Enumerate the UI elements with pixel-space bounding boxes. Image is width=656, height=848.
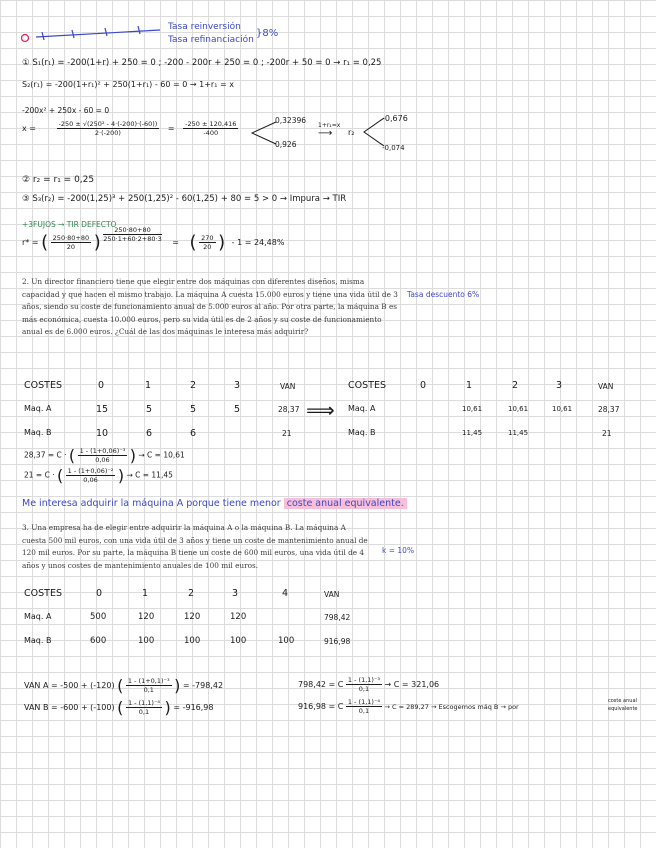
t3-header-costes: COSTES	[24, 588, 62, 599]
annuity-c-a-rhs: → C = 321,06	[384, 680, 440, 689]
reinvest-rate-label: Tasa reinversión	[168, 22, 241, 32]
t2-row-a-2: 10,61	[508, 405, 529, 413]
timeline-svg	[20, 24, 170, 44]
t1-row-a-van: 28,37	[278, 405, 300, 414]
t2-row-b-van: 21	[602, 429, 612, 438]
t3-row-a-van: 798,42	[324, 613, 351, 622]
step-2-equation: S₂(r₁) = -200(1+r₁)² + 250(1+r₁) - 60 = 0 → 1+r₁ = x	[22, 80, 234, 89]
timeline-tick-4	[138, 26, 140, 34]
annuity-b-den: 0,06	[83, 476, 98, 484]
t2-row-a-3: 10,61	[552, 405, 573, 413]
t3-row-b-2: 100	[184, 636, 201, 646]
van-a-fraction	[126, 677, 172, 694]
root-2: 0,926	[275, 140, 297, 149]
equivalent-cost-note-2: equivalente	[608, 706, 638, 712]
t2-row-a-1: 10,61	[462, 405, 483, 413]
result-2: -0,074	[382, 144, 405, 152]
equivalent-cost-note-1: coste anual	[608, 698, 637, 704]
t3-header-3: 3	[232, 588, 239, 599]
annuity-a-fraction	[78, 447, 128, 464]
problem-2-text: 2. Un director financiero tiene que elegir entre dos máquinas con diferentes diseños, misma capacidad y que hacen el mismo trabajo. La máquina A cuesta 15.000 euros y tiene una vida útil de 3 años, siendo su coste de funcionamiento anual de 5.000 euros al año. Por otra parte, la máquina B es más económica, cuesta 10.000 euros, pero su vida útil es de 2 años y su coste de funcionamiento anual es de 6.000 euros. ¿Cuál de las dos máquinas le interesa más adquirir?	[22, 277, 398, 337]
van-a-calc: VAN A = -500 + (-120) ( $\frac{\text{1 - (1+0,1)⁻³}}{0,1}$ ) = -798,42	[24, 676, 224, 695]
t1-header-3: 3	[234, 380, 241, 391]
rstar-formula: r* = ( $\frac{250\cdot 80+80}{20}$ ) $\frac{250\cdot 80+80}{250\cdot 1+60\cdot 2+80\cdot 3}$ = ( $\frac{270}{20}$ ) - 1 = 24,48%	[22, 226, 285, 253]
quadratic-den: 2·(-200)	[94, 129, 121, 137]
refinance-rate-label: Tasa refinanciación	[168, 35, 254, 45]
rstar-frac-c	[199, 234, 215, 251]
t1-row-b-label: Maq. B	[24, 428, 52, 437]
t2-row-a-van: 28,37	[598, 405, 620, 414]
van-b-fraction	[126, 699, 162, 716]
annuity-b-num: 1 - (1+0,06)⁻²	[67, 467, 114, 475]
problem-2-rate-note: Tasa descuento 6%	[407, 290, 480, 299]
van-b-calc: VAN B = -600 + (-100) ( $\frac{\text{1 - (1,1)⁻⁴}}{0,1}$ ) = -916,98	[24, 698, 214, 717]
timeline-tick-3	[105, 28, 107, 36]
t3-row-b-3: 100	[230, 636, 247, 646]
t2-row-b-2: 11,45	[508, 429, 529, 437]
annuity-calc-a: 28,37 = C · ( $\frac{\text{1 - (1+0,06)⁻³}}{0,06}$ ) → C = 10,61	[24, 446, 185, 465]
step-5-equation: ③ S₃(r₂) = -200(1,25)³ + 250(1,25)² - 60(1,25) + 80 = 5 > 0 → Impura → TIR	[22, 194, 347, 204]
t3-row-b-0: 600	[90, 636, 107, 646]
conclusion-line	[22, 498, 407, 509]
annuity-a-lhs: 28,37 = C ·	[24, 450, 67, 460]
van-a-rhs: = -798,42	[182, 681, 224, 690]
t3-row-a-3: 120	[230, 612, 247, 622]
van-b-lhs: VAN B = -600 + (-100)	[24, 703, 115, 712]
substitution-arrow: ⟶	[318, 128, 333, 139]
t1-header-costes: COSTES	[24, 380, 62, 391]
step-3-equation: -200x² + 250x - 60 = 0	[22, 106, 110, 115]
t1-row-a-1: 5	[146, 404, 153, 415]
rstar-tail: - 1 = 24,48%	[231, 238, 285, 247]
rstar-frac-a	[51, 234, 91, 251]
timeline-tick-2	[72, 30, 74, 38]
van-a-num: 1 - (1+0,1)⁻³	[127, 677, 170, 685]
annuity-c-b-den: 0,1	[358, 707, 370, 715]
rstar-lhs: r* =	[22, 238, 39, 247]
van-b-rhs: = -916,98	[173, 703, 214, 712]
annuity-c-a	[298, 676, 439, 693]
annuity-c-b-lhs: 916,98 = C	[298, 702, 344, 711]
van-a-lhs: VAN A = -500 + (-120)	[24, 681, 115, 690]
annuity-a-den: 0,06	[95, 456, 110, 464]
root-branch-svg	[248, 118, 278, 148]
annuity-c-b-fraction	[346, 698, 382, 715]
timeline-axis	[36, 30, 160, 37]
t2-header-2: 2	[512, 380, 519, 391]
t2-row-a-label: Maq. A	[348, 404, 376, 413]
annuity-c-b	[298, 698, 519, 715]
t3-row-b-1: 100	[138, 636, 155, 646]
annuity-c-b-num: 1 - (1,1)⁻⁴	[347, 698, 380, 706]
annuity-c-a-den: 0,1	[358, 685, 370, 693]
step-1-equation: ① S₁(r₁) = -200(1+r) + 250 = 0 ; -200 - 200r + 250 = 0 ; -200r + 50 = 0 → r₁ = 0,25	[22, 58, 382, 68]
t3-row-b-van: 916,98	[324, 637, 351, 646]
t2-header-3: 3	[556, 380, 563, 391]
timeline-sketch	[20, 24, 170, 44]
t1-row-a-3: 5	[234, 404, 241, 415]
t3-header-van: VAN	[324, 590, 340, 599]
van-b-den: 0,1	[138, 708, 150, 716]
problem-3-text: 3. Una empresa ha de elegir entre adquirir la máquina A o la máquina B. La máquina A cuesta 500 mil euros, con una vida útil de 3 años y tiene un coste de mantenimiento anual de 120 mil euros. Por su parte, la máquina B tiene un coste de 600 mil euros, una vida útil de 4 años y unos costes de mantenimiento anuales de 100 mil euros.	[22, 523, 368, 570]
substitution-arrow-label: 1+r₁=x	[318, 122, 341, 129]
rstar-frac-c-den: 20	[203, 243, 212, 251]
t3-header-1: 1	[142, 588, 149, 599]
rstar-frac-b-den: 250·1+60·2+80·3	[103, 235, 162, 243]
t3-row-a-1: 120	[138, 612, 155, 622]
annuity-c-b-rhs: → C = 289,27 → Escogemos máq B → por	[384, 703, 519, 711]
t1-row-a-2: 5	[190, 404, 197, 415]
t3-row-b-4: 100	[278, 636, 295, 646]
r2-label: r₂	[348, 128, 355, 137]
van-b-num: 1 - (1,1)⁻⁴	[127, 699, 160, 707]
annuity-c-a-lhs: 798,42 = C	[298, 680, 344, 689]
quadratic-lhs: x =	[22, 124, 36, 133]
rstar-frac-b-num: 250·80+80	[103, 226, 161, 235]
t1-header-van: VAN	[280, 382, 296, 391]
t2-header-van: VAN	[598, 382, 614, 391]
annuity-a-rhs: → C = 10,61	[138, 450, 185, 460]
annuity-b-fraction	[66, 467, 116, 484]
t2-row-b-label: Maq. B	[348, 428, 376, 437]
annuity-c-a-fraction	[346, 676, 382, 693]
t3-header-4: 4	[282, 588, 289, 599]
annuity-calc-b: 21 = C · ( $\frac{\text{1 - (1+0,06)⁻²}}{0,06}$ ) → C = 11,45	[24, 466, 173, 485]
quadratic-mid-fraction	[183, 120, 238, 137]
table-transform-arrow: ⟹	[306, 398, 335, 422]
t3-row-a-label: Maq. A	[24, 612, 52, 621]
conclusion-highlight: coste anual equivalente.	[284, 498, 407, 509]
t2-row-b-1: 11,45	[462, 429, 483, 437]
step-4-equation: ② r₂ = r₁ = 0,25	[22, 175, 95, 185]
quadratic-num: -250 ± √(250² - 4·(-200)·(-60))	[58, 120, 158, 128]
annuity-a-num: 1 - (1+0,06)⁻³	[79, 447, 126, 455]
van-a-den: 0,1	[143, 686, 154, 694]
t1-row-b-1: 6	[146, 428, 153, 439]
rstar-frac-a-num: 250·80+80	[52, 234, 90, 242]
root-1: 0,32396	[275, 116, 307, 125]
default-tir-note: +3FUJOS → TIR DEFECTO	[22, 220, 117, 229]
timeline-start-circle	[22, 35, 29, 42]
problem-3-rate-note: k = 10%	[382, 546, 415, 555]
t1-row-a-label: Maq. A	[24, 404, 52, 413]
annuity-c-a-num: 1 - (1,1)⁻³	[347, 676, 380, 684]
rate-brace-note: }8%	[256, 28, 279, 39]
t1-row-b-2: 6	[190, 428, 197, 439]
root-branch	[252, 122, 276, 144]
quadratic-mid-den: -400	[203, 129, 219, 137]
quadratic-formula: x = $\frac{\text{-250 ± √(250² - 4·(-200)·(-60))}}{2\cdot(-200)}$ = $\frac{-250 \pm 120,416}{-400}$	[22, 120, 237, 137]
t3-row-a-2: 120	[184, 612, 201, 622]
t1-row-a-0: 15	[96, 404, 109, 415]
t3-row-b-label: Maq. B	[24, 636, 52, 645]
t2-header-0: 0	[420, 380, 427, 391]
conclusion-text: Me interesa adquirir la máquina A porque tiene menor	[22, 498, 281, 509]
result-branch	[364, 118, 384, 146]
t3-header-0: 0	[96, 588, 103, 599]
quadratic-mid-num: -250 ± 120,416	[185, 120, 237, 128]
t1-header-0: 0	[98, 380, 105, 391]
quadratic-fraction	[57, 120, 160, 137]
t3-row-a-0: 500	[90, 612, 107, 622]
annuity-b-rhs: → C = 11,45	[126, 470, 173, 480]
t1-header-1: 1	[145, 380, 152, 391]
annuity-b-lhs: 21 = C ·	[24, 470, 55, 480]
result-1: -0,676	[382, 114, 408, 123]
t2-header-costes: COSTES	[348, 380, 386, 391]
rstar-frac-a-den: 20	[66, 243, 76, 251]
rstar-frac-b	[103, 226, 161, 243]
t3-header-2: 2	[188, 588, 195, 599]
t1-row-b-van: 21	[282, 429, 292, 438]
t2-header-1: 1	[466, 380, 473, 391]
t1-header-2: 2	[190, 380, 197, 391]
t1-row-b-0: 10	[96, 428, 109, 439]
rstar-frac-c-num: 270	[201, 234, 214, 242]
